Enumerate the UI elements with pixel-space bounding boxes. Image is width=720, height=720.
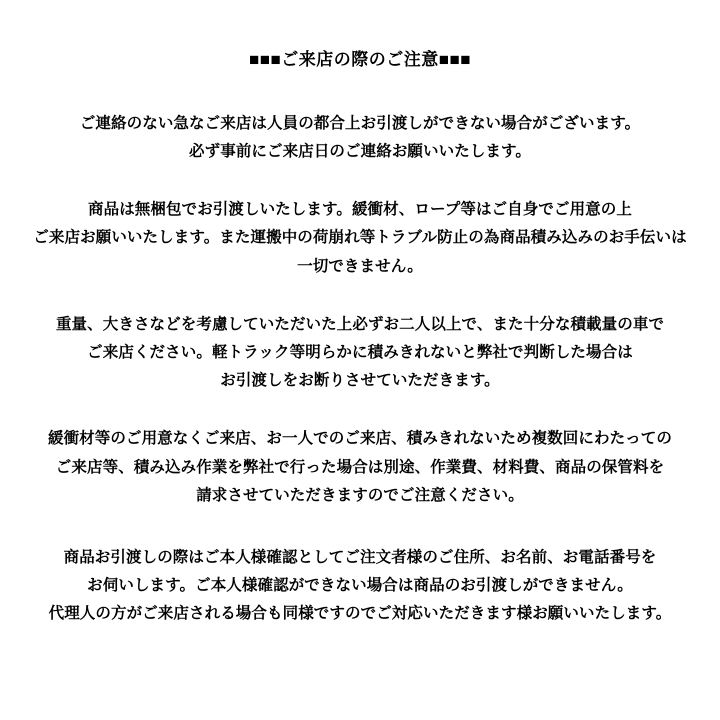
paragraph-line: 商品は無梱包でお引渡しいたします。緩衝材、ロープ等はご自身でご用意の上 bbox=[88, 201, 632, 219]
paragraph-packaging bbox=[18, 196, 702, 281]
paragraph-vehicle-capacity bbox=[18, 311, 702, 396]
paragraph-line: ご来店等、積み込み作業を弊社で行った場合は別途、作業費、材料費、商品の保管料を bbox=[55, 458, 665, 476]
paragraph-line: 必ず事前にご来店日のご連絡お願いいたします。 bbox=[189, 143, 531, 160]
paragraph-line: 請求させていただきますのでご注意ください。 bbox=[196, 486, 524, 504]
page-title: ■■■ご来店の際のご注意■■■ bbox=[248, 50, 472, 69]
paragraph-line: ご来店ください。軽トラック等明らかに積みきれないと弊社で判断した場合は bbox=[87, 344, 633, 362]
paragraph-identity-check bbox=[18, 544, 702, 629]
paragraph-line: お伺いします。ご本人様確認ができない場合は商品のお引渡しができません。 bbox=[87, 577, 633, 595]
paragraph-advance-contact bbox=[18, 110, 702, 166]
paragraph-line: 緩衝材等のご用意なくご来店、お一人でのご来店、積みきれないため複数回にわたっての bbox=[47, 430, 672, 448]
paragraph-line: 一切できません。 bbox=[297, 257, 423, 275]
paragraph-line: 商品お引渡しの際はご本人様確認としてご注文者様のご住所、お名前、お電話番号を bbox=[63, 549, 657, 567]
paragraph-line: ご連絡のない急なご来店は人員の都合上お引渡しができない場合がございます。 bbox=[79, 114, 641, 132]
paragraph-line: お引渡しをお断りさせていただきます。 bbox=[220, 372, 500, 390]
paragraph-line: 重量、大きさなどを考慮していただいた上必ずお二人以上で、また十分な積載量の車で bbox=[55, 315, 665, 333]
paragraph-extra-fees bbox=[18, 425, 702, 510]
paragraph-line: ご来店お願いいたします。また運搬中の荷崩れ等トラブル防止の為商品積み込みのお手伝いは bbox=[33, 229, 687, 247]
paragraph-line: 代理人の方がご来店される場合も同様ですのでご対応いただきます様お願いいたします。 bbox=[48, 605, 672, 623]
